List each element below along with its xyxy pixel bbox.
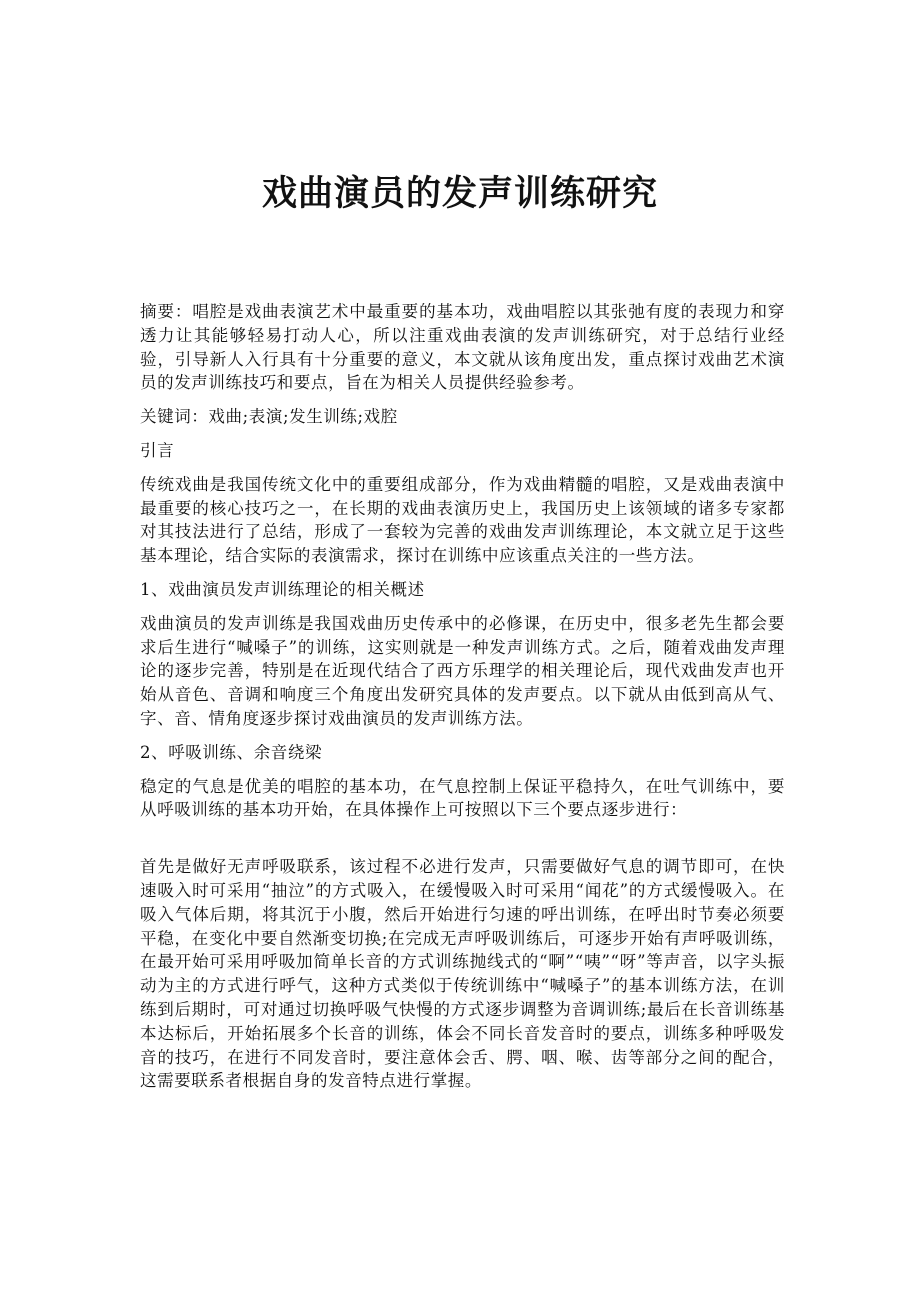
document-title: 戏曲演员的发声训练研究 (261, 173, 658, 214)
section-2-paragraph-1: 稳定的气息是优美的唱腔的基本功，在气息控制上保证平稳持久，在吐气训练中，要从呼吸训练的基本功开始，在具体操作上可按照以下三个要点逐步进行： (140, 776, 785, 820)
abstract-paragraph: 摘要：唱腔是戏曲表演艺术中最重要的基本功，戏曲唱腔以其张弛有度的表现力和穿透力让其能够轻易打动人心，所以注重戏曲表演的发声训练研究，对于总结行业经验，引导新人入行具有十分重要的意义，本文就从该角度出发，重点探讨戏曲艺术演员的发声训练技巧和要点，旨在为相关人员提供经验参考。 (140, 302, 785, 393)
document-body (140, 300, 785, 1103)
intro-paragraph: 传统戏曲是我国传统文化中的重要组成部分，作为戏曲精髓的唱腔，又是戏曲表演中最重要的核心技巧之一，在长期的戏曲表演历史上，我国历史上该领域的诸多专家都对其技法进行了总结，形成了一套较为完善的戏曲发声训练理论，本文就立足于这些基本理论，结合实际的表演需求，探讨在训练中应该重点关注的一些方法。 (140, 474, 785, 566)
section-2-heading: 2、呼吸训练、余音绕梁 (140, 742, 323, 762)
section-1-paragraph: 戏曲演员的发声训练是我国戏曲历史传承中的必修课，在历史中，很多老先生都会要求后生进行“喊嗓子”的训练，这实则就是一种发声训练方式。之后，随着戏曲发声理论的逐步完善，特别是在近现代结合了西方乐理学的相关理论后，现代戏曲发声也开始从音色、音调和响度三个角度出发研究具体的发声要点。以下就从由低到高从气、字、音、情角度逐步探讨戏曲演员的发声训练方法。 (140, 613, 785, 728)
keywords-line: 关键词：戏曲;表演;发生训练;戏腔 (140, 407, 398, 427)
section-1-heading: 1、戏曲演员发声训练理论的相关概述 (140, 579, 425, 599)
intro-heading: 引言 (140, 440, 175, 460)
section-2-paragraph-2: 首先是做好无声呼吸联系，该过程不必进行发声，只需要做好气息的调节即可，在快速吸入时可采用“抽泣”的方式吸入，在缓慢吸入时可采用“闻花”的方式缓慢吸入。在吸入气体后期，将其沉于小腹，然后开始进行匀速的呼出训练，在呼出时节奏必须要平稳，在变化中要自然渐变切换;在完成无声呼吸训练后，可逐步开始有声呼吸训练，在最开始可采用呼吸加简单长音的方式训练抛线式的“啊”“咦”“呀”等声音，以字头振动为主的方式进行呼气，这种方式类似于传统训练中“喊嗓子”的基本训练方法，在训练到后期时，可对通过切换呼吸气快慢的方式逐步调整为音调训练;最后在长音训练基本达标后，开始拓展多个长音的训练，体会不同长音发音时的要点，训练多种呼吸发音的技巧，在进行不同发音时，要注意体会舌、腭、咽、喉、齿等部分之间的配合，这需要联系者根据自身的发音特点进行掌握。 (140, 857, 785, 1091)
